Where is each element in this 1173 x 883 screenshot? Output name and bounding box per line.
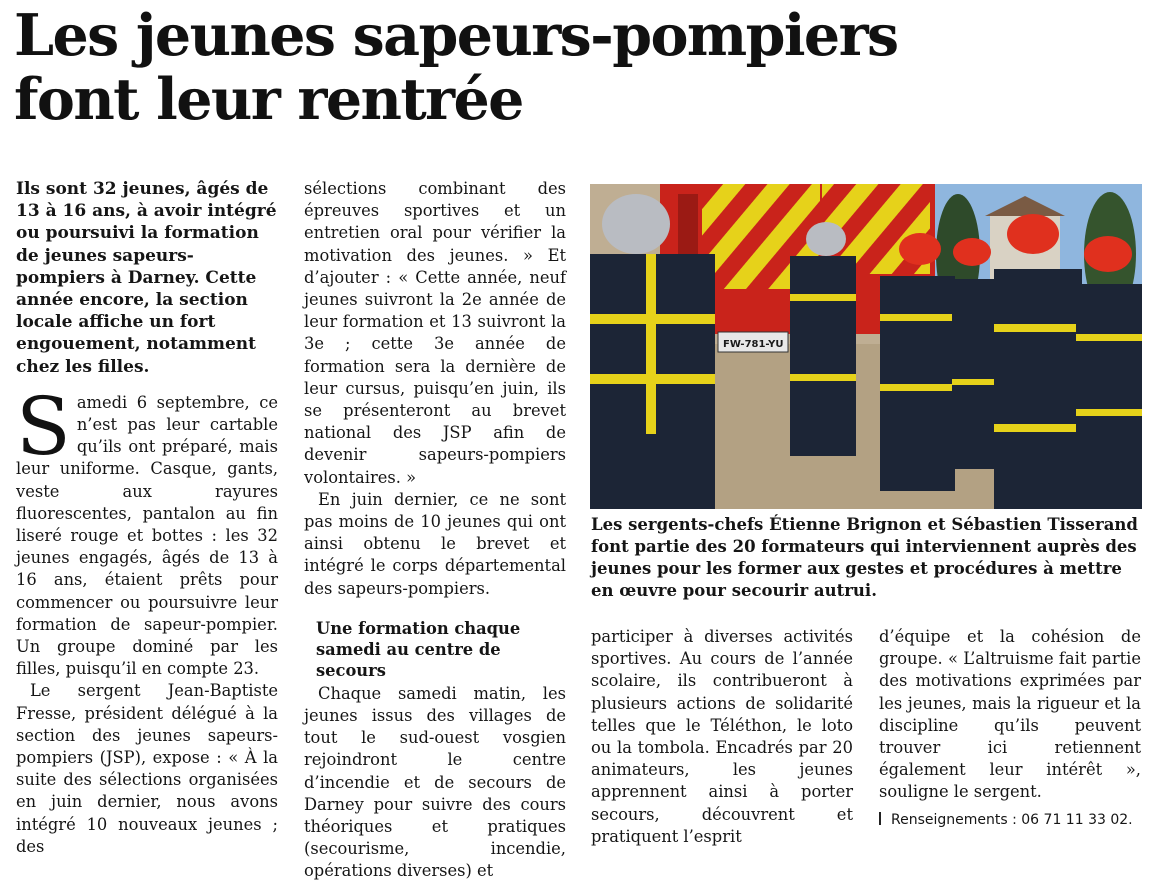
text-column-1 (16, 178, 278, 858)
text-column-2 (304, 178, 566, 883)
paragraph-3: En juin dernier, ce ne sont pas moins de 10 jeunes qui ont ainsi obtenu le brevet et intégré le corps départemental des sapeurs-pompiers. (304, 489, 566, 598)
article-headline (14, 4, 1154, 132)
headline-line-1: Les jeunes sapeurs-pompiers (14, 2, 898, 69)
article-chapo: Ils sont 32 jeunes, âgés de 13 à 16 ans, à avoir intégré ou poursuivi la formation de jeunes sapeurs-pompiers à Darney. Cette année encore, la section locale affiche un fort engouement, notamment chez les filles. (16, 179, 277, 377)
contact-text: Renseignements : 06 71 11 33 02. (891, 811, 1133, 828)
text-column-4 (879, 626, 1141, 830)
photo-illustration (590, 184, 1142, 509)
drop-cap: S (16, 379, 71, 473)
paragraph-2: Le sergent Jean-Baptiste Fresse, président délégué à la section des jeunes sapeurs-pompiers (JSP), expose : « À la suite des sélections organisées en juin dernier, nous avons intégré 10 nouveaux jeunes ; des (16, 681, 278, 856)
photo-caption: Les sergents-chefs Étienne Brignon et Sébastien Tisserand font partie des 20 formateurs qui interviennent auprès des jeunes pour les former aux gestes et procédures à mettre en œuvre pour secourir autrui. (591, 515, 1138, 600)
contact-marker (879, 812, 881, 825)
license-plate-text: FW-781-YU (723, 339, 784, 350)
paragraph-4: Chaque samedi matin, les jeunes issus des villages de tout le sud-ouest vosgien rejoindront le centre d’incendie et de secours de Darney pour suivre des cours théoriques et pratiques (secourisme, incendie, opérations diverses) et (304, 683, 566, 881)
paragraph-5: d’équipe et la cohésion de groupe. « L’altruisme fait partie des motivations exprimées par les jeunes, mais la rigueur et la discipline qu’ils peuvent trouver ici retiennent également leur intérêt », souligne le sergent. (879, 627, 1141, 802)
paragraph-4-continued: participer à diverses activités sportives. Au cours de l’année scolaire, ils contribueront à plusieurs actions de solidarité telles que le Téléthon, le loto ou la tombola. Encadrés par 20 animateurs, les jeunes apprennent ainsi à porter secours, découvrent et pratiquent l’esprit (591, 627, 853, 846)
article-photo (590, 184, 1142, 509)
contact-info (879, 810, 1141, 830)
article-subhead: Une formation chaque samedi au centre de secours (316, 618, 521, 680)
paragraph-1-text: amedi 6 septembre, ce n’est pas leur cartable qu’ils ont préparé, mais leur uniforme. Casque, gants, veste aux rayures fluorescentes, pantalon au fin liseré rouge et bottes : les 32 jeunes engagés, âgés de 13 à 16 ans, étaient prêts pour commencer ou poursuivre leur formation de sapeur-pompier. Un groupe dominé par les filles, puisqu’il en compte 23. (16, 392, 278, 679)
headline-line-2: font leur rentrée (14, 66, 523, 133)
firefighter-instructor (790, 222, 856, 456)
paragraph-1 (16, 379, 278, 681)
paragraph-2-continued: sélections combinant des épreuves sportives et un entretien oral pour vérifier la motivation des jeunes. » Et d’ajouter : « Cette année, neuf jeunes suivront la 2e année de leur formation et 13 suivront la 3e ; cette 3e année de formation sera la dernière de leur cursus, puisqu’en juin, ils se présenteront au brevet national des JSP afin de devenir sapeurs-pompiers volontaires. » (304, 179, 566, 487)
text-column-3 (591, 626, 853, 848)
